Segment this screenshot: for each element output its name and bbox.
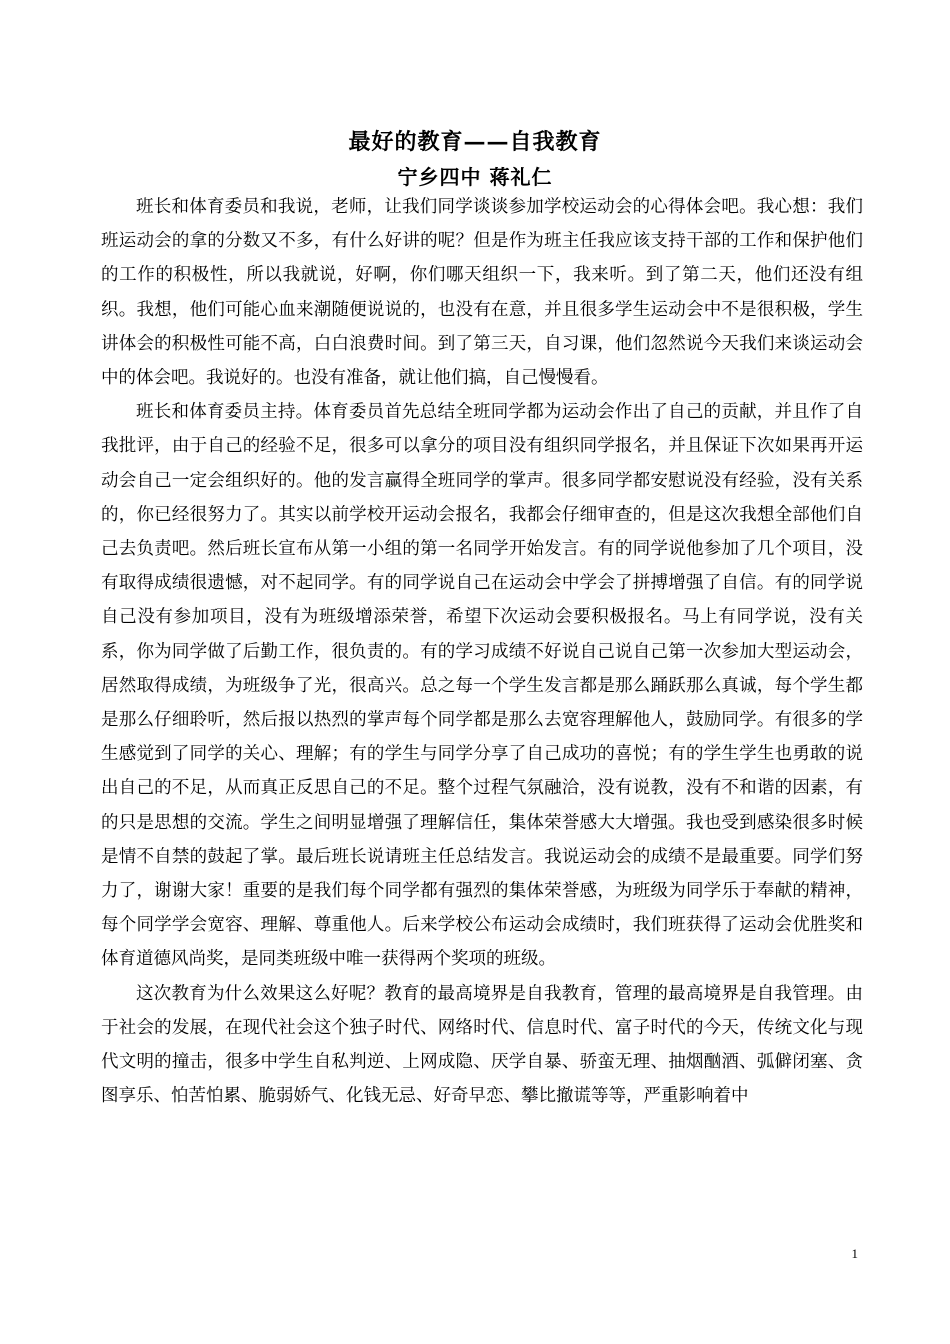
document-title: 最好的教育——自我教育 bbox=[348, 129, 602, 155]
paragraph: 班长和体育委员主持。体育委员首先总结全班同学都为运动会作出了自己的贡献，并且作了自我批评，由于自己的经验不足，很多可以拿分的项目没有组织同学报名，并且保证下次如果再开运动会自己一定会组织好的。他的发言赢得全班同学的掌声。很多同学都安慰说没有经验，没有关系的，你已经很努力了。其实以前学校开运动会报名，我都会仔细审查的，但是这次我想全部他们自己去负责吧。然后班长宣布从第一小组的第一名同学开始发言。有的同学说他参加了几个项目，没有取得成绩很遗憾，对不起同学。有的同学说自己在运动会中学会了拼搏增强了自信。有的同学说自己没有参加项目，没有为班级增添荣誉，希望下次运动会要积极报名。马上有同学说，没有关系，你为同学做了后勤工作，很负责的。有的学习成绩不好说自己说自己第一次参加大型运动会，居然取得成绩，为班级争了光，很高兴。总之每一个学生发言都是那么踊跃那么真诚，每个学生都是那么仔细聆听，然后报以热烈的掌声每个同学都是那么去宽容理解他人，鼓励同学。有很多的学生感觉到了同学的关心、理解；有的学生与同学分享了自己成功的喜悦；有的学生学生也勇敢的说出自己的不足，从而真正反思自己的不足。整个过程气氛融洽，没有说教，没有不和谐的因素，有的只是思想的交流。学生之间明显增强了理解信任，集体荣誉感大大增强。我也受到感染很多时候是情不自禁的鼓起了掌。最后班长说请班主任总结发言。我说运动会的成绩不是最重要。同学们努力了，谢谢大家！重要的是我们每个同学都有强烈的集体荣誉感，为班级为同学乐于奉献的精神，每个同学学会宽容、理解、尊重他人。后来学校公布运动会成绩时，我们班获得了运动会优胜奖和体育道德风尚奖，是同类班级中唯一获得两个奖项的班级。 bbox=[101, 402, 863, 970]
document-body bbox=[101, 190, 863, 1113]
paragraph: 这次教育为什么效果这么好呢？教育的最高境界是自我教育，管理的最高境界是自我管理。由于社会的发展，在现代社会这个独子时代、网络时代、信息时代、富子时代的今天，传统文化与现代文明的撞击，很多中学生自私判逆、上网成隐、厌学自暴、骄蛮无理、抽烟酗酒、弧僻闭塞、贪图享乐、怕苦怕累、脆弱娇气、化钱无忌、好奇早恋、攀比撤谎等等，严重影响着中 bbox=[101, 983, 863, 1107]
document-author: 宁乡四中 蒋礼仁 bbox=[397, 165, 553, 189]
paragraph: 班长和体育委员和我说，老师，让我们同学谈谈参加学校运动会的心得体会吧。我心想：我们班运动会的拿的分数又不多，有什么好讲的呢？但是作为班主任我应该支持干部的工作和保护他们的工作的积极性，所以我就说，好啊，你们哪天组织一下，我来听。到了第二天，他们还没有组织。我想，他们可能心血来潮随便说说的，也没有在意，并且很多学生运动会中不是很积极，学生讲体会的积极性可能不高，白白浪费时间。到了第三天，自习课，他们忽然说今天我们来谈运动会中的体会吧。我说好的。也没有准备，就让他们搞，自己慢慢看。 bbox=[101, 197, 863, 389]
page-number: 1 bbox=[851, 1246, 858, 1261]
